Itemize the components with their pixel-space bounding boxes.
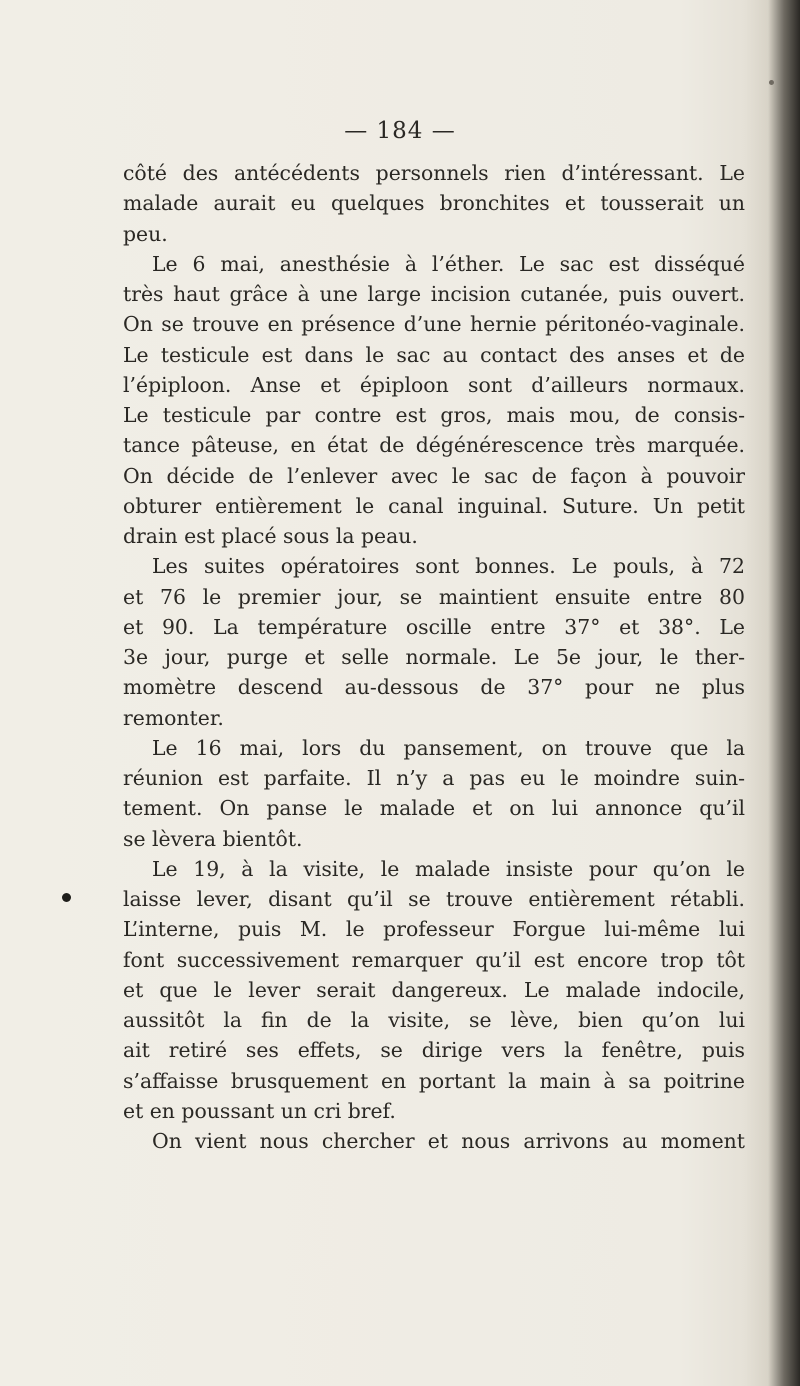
text-line: font successivement remarquer qu’il est encore trop tôt	[123, 947, 745, 972]
text-line: aussitôt la fin de la visite, se lève, bien qu’on lui	[123, 1008, 745, 1032]
text-line: laisse lever, disant qu’il se trouve entièrement rétabli.	[123, 887, 745, 911]
text-line: côté des antécédents personnels rien d’intéressant. Le	[123, 161, 745, 185]
paragraph	[123, 854, 745, 1126]
text-line: et en poussant un cri bref.	[123, 1098, 396, 1123]
text-line: et que le lever serait dangereux. Le malade indocile,	[123, 977, 745, 1002]
page-number: — 184 —	[344, 118, 456, 144]
text-line: tance pâteuse, en état de dégénérescence très marquée.	[123, 433, 745, 458]
text-line: peu.	[123, 221, 168, 246]
paragraph	[123, 733, 745, 854]
paragraph	[123, 249, 745, 552]
text-line: drain est placé sous la peau.	[123, 524, 418, 548]
text-line: Le 6 mai, anesthésie à l’éther. Le sac est disséqué	[152, 251, 745, 276]
text-line: Le testicule par contre est gros, mais mou, de consis-	[123, 403, 745, 427]
text-line: et 90. La température oscille entre 37° et 38°. Le	[123, 614, 745, 639]
text-line: l’épiploon. Anse et épiploon sont d’ailleurs normaux.	[123, 372, 745, 397]
text-line: remonter.	[123, 705, 224, 730]
text-line: ait retiré ses effets, se dirige vers la fenêtre, puis	[123, 1038, 745, 1063]
text-line: Les suites opératoires sont bonnes. Le pouls, à 72	[152, 554, 745, 579]
ink-dot	[62, 893, 71, 902]
text-line: obturer entièrement le canal inguinal. Suture. Un petit	[123, 493, 745, 518]
text-line: Le 16 mai, lors du pansement, on trouve que la	[152, 735, 745, 760]
text-line: Le testicule est dans le sac au contact des anses et de	[123, 342, 745, 367]
text-line: On décide de l’enlever avec le sac de façon à pouvoir	[123, 463, 745, 488]
text-line: momètre descend au-dessous de 37° pour ne plus	[123, 675, 745, 700]
text-line: On se trouve en présence d’une hernie péritonéo-vaginale.	[123, 312, 745, 337]
text-line: malade aurait eu quelques bronchites et tousserait un	[123, 191, 745, 216]
paper-speck	[769, 80, 774, 85]
body-text	[123, 158, 745, 1156]
text-line: Le 19, à la visite, le malade insiste pour qu’on le	[152, 856, 745, 881]
paragraph	[123, 1126, 745, 1156]
paragraph	[123, 158, 745, 249]
text-line: On vient nous chercher et nous arrivons au moment	[152, 1129, 745, 1153]
text-line: très haut grâce à une large incision cutanée, puis ouvert.	[123, 282, 745, 306]
text-line: et 76 le premier jour, se maintient ensuite entre 80	[123, 584, 745, 609]
text-line: tement. On panse le malade et on lui annonce qu’il	[123, 796, 745, 821]
paragraph	[123, 551, 745, 733]
text-line: 3e jour, purge et selle normale. Le 5e jour, le ther-	[123, 645, 745, 669]
text-line: s’affaisse brusquement en portant la main à sa poitrine	[123, 1068, 745, 1093]
text-line: réunion est parfaite. Il n’y a pas eu le moindre suin-	[123, 766, 745, 790]
text-line: L’interne, puis M. le professeur Forgue lui-même lui	[123, 917, 745, 942]
text-line: se lèvera bientôt.	[123, 826, 303, 851]
